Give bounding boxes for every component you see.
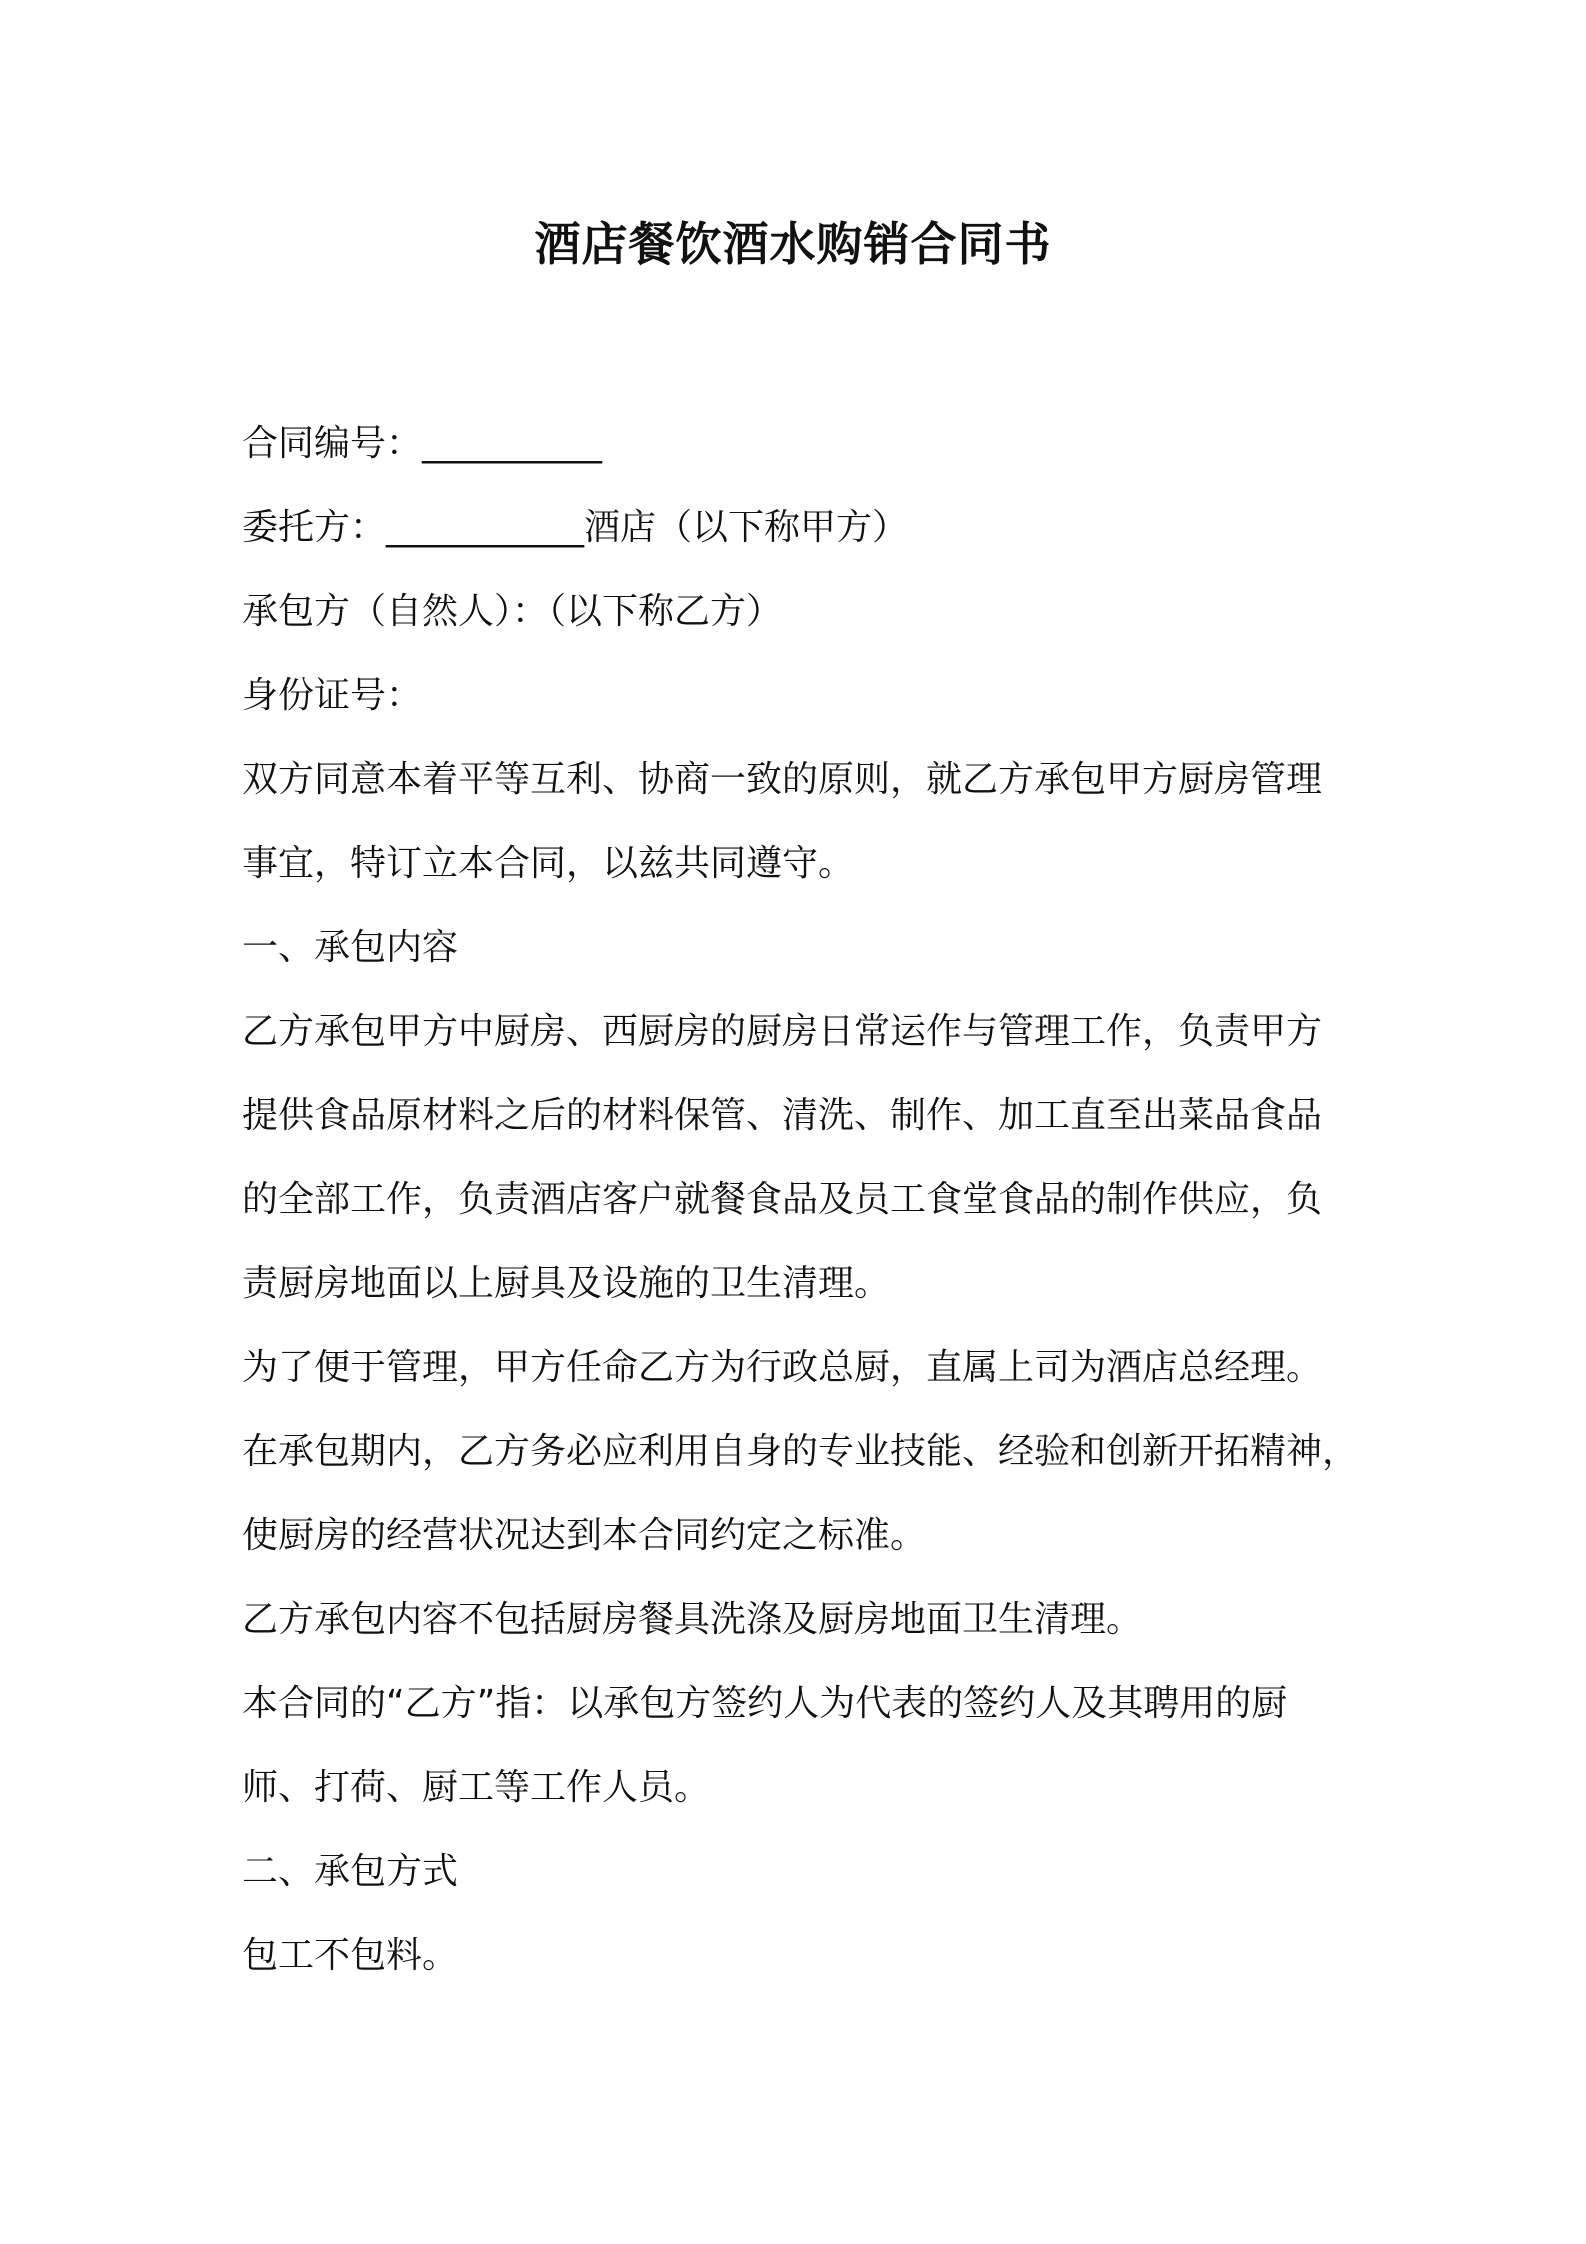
paragraph-line: 提供食品原材料之后的材料保管、清洗、制作、加工直至出菜品食品 [242, 1095, 1323, 1136]
paragraph-line: 本合同的“乙方”指：以承包方签约人为代表的签约人及其聘用的厨 [242, 1683, 1288, 1724]
document-body [242, 402, 1362, 1998]
paragraph-line: 包工不包料。 [242, 1935, 459, 1976]
paragraph-line: 乙方承包甲方中厨房、西厨房的厨房日常运作与管理工作，负责甲方 [242, 1011, 1323, 1052]
document-title: 酒店餐饮酒水购销合同书 [534, 217, 1052, 271]
contract-number-line: 合同编号：__________ [242, 423, 603, 464]
id-number-line: 身份证号： [242, 675, 423, 716]
paragraph-line: 责厨房地面以上厨具及设施的卫生清理。 [242, 1263, 891, 1304]
paragraph-line: 的全部工作，负责酒店客户就餐食品及员工食堂食品的制作供应，负 [242, 1179, 1323, 1220]
client-party-line: 委托方：___________酒店（以下称甲方） [242, 507, 909, 548]
contractor-party-line: 承包方（自然人）：（以下称乙方） [242, 591, 783, 632]
paragraph-line: 在承包期内，乙方务必应利用自身的专业技能、经验和创新开拓精神， [242, 1431, 1359, 1472]
section-heading: 一、承包内容 [242, 927, 459, 968]
paragraph-line: 乙方承包内容不包括厨房餐具洗涤及厨房地面卫生清理。 [242, 1599, 1143, 1640]
paragraph-line: 为了便于管理，甲方任命乙方为行政总厨，直属上司为酒店总经理。 [242, 1347, 1323, 1388]
paragraph-line: 事宜，特订立本合同，以兹共同遵守。 [242, 843, 855, 884]
paragraph-line: 师、打荷、厨工等工作人员。 [242, 1767, 711, 1808]
paragraph-line: 双方同意本着平等互利、协商一致的原则，就乙方承包甲方厨房管理 [242, 759, 1323, 800]
paragraph-line: 使厨房的经营状况达到本合同约定之标准。 [242, 1515, 927, 1556]
section-heading: 二、承包方式 [242, 1851, 459, 1892]
